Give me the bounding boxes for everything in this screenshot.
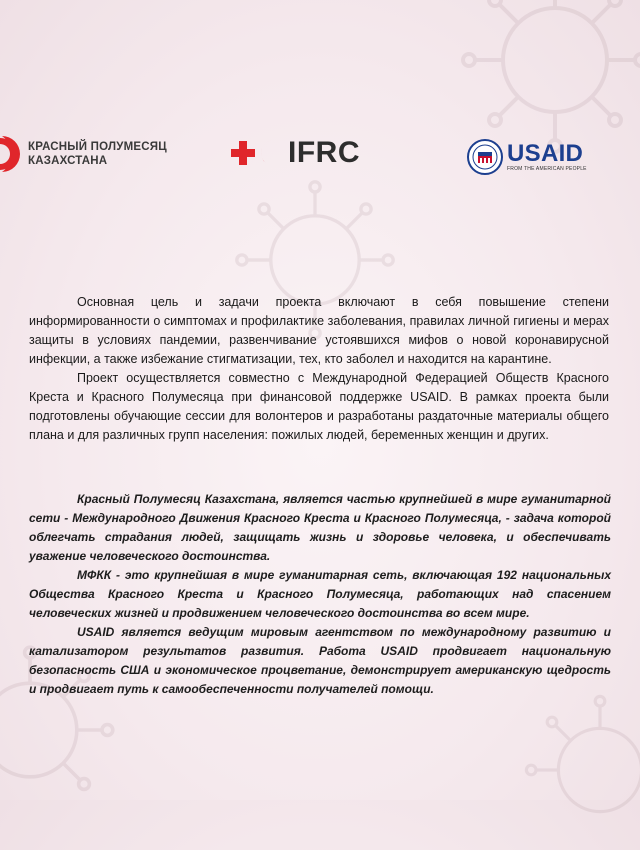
- usaid-logo: [466, 138, 587, 176]
- paragraph: Красный Полумесяц Казахстана, является частью крупнейшей в мире гуманитарной сети - Международного Движения Красного Креста и Красного Полумесяца, - задача которой облегчать страдания людей, защищать жизнь и здоровье человека, и обеспечивать уважение человеческого достоинства.: [29, 492, 611, 563]
- paragraph: USAID является ведущим мировым агентством по международному развитию и катализатором результатов развития. Работа USAID продвигает национальную безопасность США и экономическое процветание, демонстрирует американскую щедрость и продвигает путь к самообеспеченности получателей помощи.: [29, 625, 611, 696]
- ifrc-logo: [230, 136, 360, 170]
- red-cross-icon: [230, 140, 256, 166]
- usaid-wordmark: USAID: [507, 140, 584, 167]
- partners-description: [29, 490, 611, 699]
- usaid-tagline: FROM THE AMERICAN PEOPLE: [507, 166, 587, 172]
- project-description: [29, 293, 609, 445]
- ifrc-wordmark: IFRC: [288, 136, 360, 169]
- usaid-seal-icon: [466, 138, 504, 176]
- red-crescent-icon: [260, 139, 282, 167]
- paragraph: МФКК - это крупнейшая в мире гуманитарная сеть, включающая 192 национальных Общества Красного Креста и Красного Полумесяца, работающих над спасением человеческих жизней и продвижением человеческого достоинства во всем мире.: [29, 568, 611, 620]
- red-crescent-icon: [0, 134, 22, 174]
- krk-name-line2: КАЗАХСТАНА: [28, 155, 108, 167]
- paragraph: Основная цель и задачи проекта включают в себя повышение степени информированности о симптомах и профилактике заболевания, правилах личной гигиены и мерах защиты в условиях пандемии, развенчивание устоявшихся мифов о новой коронавирусной инфекции, а также избежание стигматизации, тех, кто заболел и находится на карантине.: [29, 295, 609, 366]
- virus-decoration-icon: [520, 690, 640, 850]
- krk-name-line1: КРАСНЫЙ ПОЛУМЕСЯЦ: [28, 141, 167, 153]
- paragraph: Проект осуществляется совместно с Международной Федерацией Обществ Красного Креста и Красного Полумесяца при финансовой поддержке USAID. В рамках проекта были подготовлены обучающие сессии для волонтеров и разработаны раздаточные материалы общего плана и для различных групп населения: пожилых людей, беременных женщин и других.: [29, 371, 609, 442]
- logos-row: [0, 120, 640, 200]
- kazakhstan-red-crescent-logo: [0, 134, 167, 174]
